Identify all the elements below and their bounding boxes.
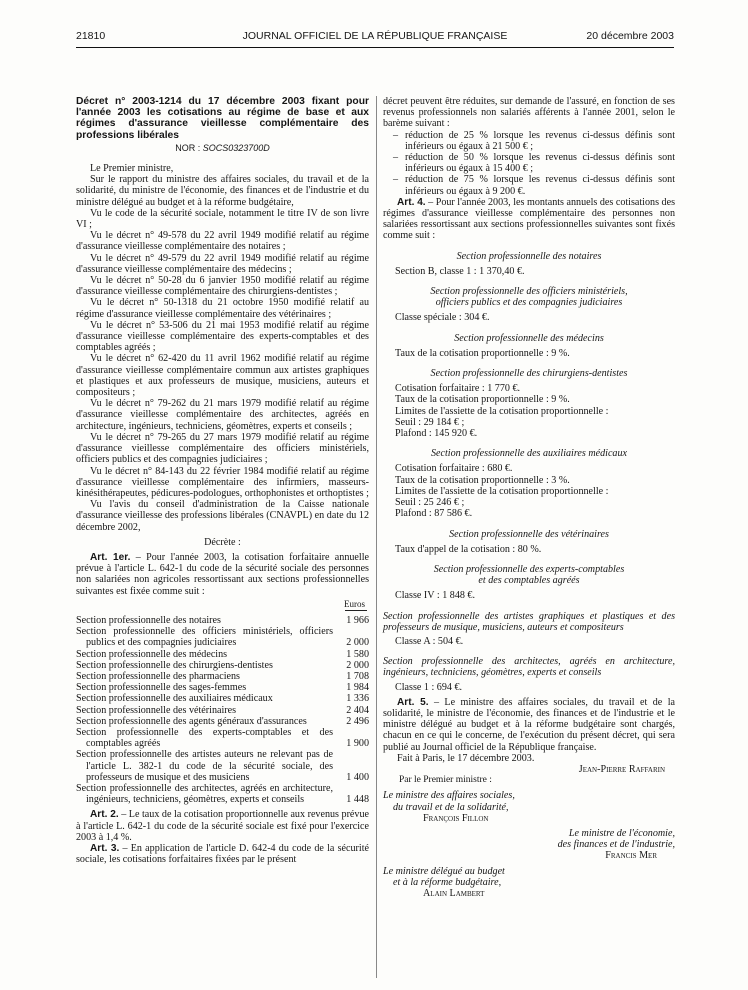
preamble-para: Vu le décret n° 53-506 du 21 mai 1953 modifié relatif au régime d'assurance vieillesse complémentaire des experts-comptables et des comptables agréés ;	[76, 319, 369, 354]
column-divider	[376, 96, 377, 978]
section-heading-experts	[383, 564, 675, 586]
table-row	[76, 626, 369, 648]
minister-social-name: François Fillon	[423, 812, 489, 824]
preamble-para: Vu le décret n° 50-28 du 6 janvier 1950 modifié relatif au régime d'assurance vieillesse complémentaire des chirurgiens-dentistes ;	[76, 275, 369, 298]
table-row-value: 1 400	[346, 771, 369, 783]
list-item: – réduction de 50 % lorsque les revenus ci-dessus définis sont inférieurs ou égaux à 15 400 € ;	[393, 152, 675, 175]
list-item-text: réduction de 75 % lorsque les revenus ci-dessus définis sont inférieurs ou égaux à 9 200 €.	[405, 174, 675, 197]
table-row-value: 2 000	[346, 637, 369, 649]
article-1-text: – Pour l'année 2003, la cotisation forfaitaire annuelle prévue à l'article L. 642-1 du code de la sécurité sociale des personnes non salariées non agricoles ressortissant aux sections professionnelles suivantes est fixée comme suit :	[76, 551, 369, 597]
nor-label: NOR :	[175, 142, 201, 153]
list-item-text: réduction de 50 % lorsque les revenus ci-dessus définis sont inférieurs ou égaux à 15 400 € ;	[405, 152, 675, 175]
article-2	[76, 809, 369, 843]
section-heading-auxiliaires: Section professionnelle des auxiliaires médicaux	[430, 448, 628, 460]
table-row-label: Section professionnelle des notaires	[76, 614, 221, 626]
article-5-label: Art. 5.	[397, 696, 429, 708]
minister-eco-title: des finances et de l'industrie,	[557, 839, 675, 851]
nor-reference	[76, 143, 369, 154]
table-row-label: Section professionnelle des médecins	[76, 648, 228, 660]
minister-budget-name: Alain Lambert	[423, 887, 485, 899]
article-3-continued: décret peuvent être réduites, sur demande de l'assuré, en fonction de ses revenus professionnels non salariés afférents à l'année 2001, selon le barème suivant :	[383, 96, 675, 130]
section-line: Classe spéciale : 304 €.	[395, 312, 490, 324]
table-row-label: Section professionnelle des auxiliaires médicaux	[76, 693, 273, 705]
section-line: Taux de la cotisation proportionnelle : 3 %.	[395, 474, 570, 486]
section-line: Plafond : 145 920 €.	[395, 428, 478, 440]
issue-date: 20 décembre 2003	[586, 30, 674, 42]
article-1-label: Art. 1er.	[90, 551, 131, 563]
section-line: Classe 1 : 694 €.	[395, 681, 463, 693]
minister-budget-title: Le ministre délégué au budget	[383, 865, 505, 877]
section-line: Plafond : 87 586 €.	[395, 508, 473, 520]
minister-social-title: du travail et de la solidarité,	[393, 801, 509, 813]
unit-rule	[345, 610, 367, 611]
section-line: Cotisation forfaitaire : 1 770 €.	[395, 383, 521, 395]
section-heading-officiers	[383, 286, 675, 308]
done-at: Fait à Paris, le 17 décembre 2003.	[397, 752, 535, 764]
page-header	[76, 30, 674, 46]
minister-budget-title: et à la réforme budgétaire,	[393, 876, 502, 888]
preamble-para: Vu le décret n° 49-579 du 22 avril 1949 modifié relatif au régime d'assurance vieillesse complémentaire des médecins ;	[76, 252, 369, 275]
table-row-label: Section professionnelle des experts-comptables et des comptables agréés	[76, 726, 333, 750]
decrete-heading: Décrète :	[204, 536, 241, 548]
table-row-label: Section professionnelle des chirurgiens-dentistes	[76, 659, 273, 671]
table-row	[76, 749, 369, 783]
section-heading-dentistes: Section professionnelle des chirurgiens-dentistes	[430, 368, 628, 380]
table-row-value: 1 966	[346, 614, 369, 626]
preamble-para: Vu le décret n° 49-578 du 22 avril 1949 modifié relatif au régime d'assurance vieillesse complémentaire des notaires ;	[76, 230, 369, 253]
table-row-value: 2 496	[346, 715, 369, 727]
article-3-label: Art. 3.	[90, 843, 120, 854]
section-line: Limites de l'assiette de la cotisation proportionnelle :	[395, 485, 609, 497]
table-row	[76, 682, 369, 693]
article-4-label: Art. 4.	[397, 196, 426, 208]
unit-heading: Euros	[344, 598, 365, 609]
table-row	[76, 649, 369, 660]
decree-title: Décret n° 2003-1214 du 17 décembre 2003 fixant pour l'année 2003 les cotisations au régime de base et aux régimes d'assurance vieillesse complémentaire des professions libérales	[76, 96, 369, 141]
section-line: Taux d'appel de la cotisation : 80 %.	[395, 543, 542, 555]
table-row-label: Section professionnelle des officiers ministériels, officiers publics et des compagnies judiciaires	[76, 626, 333, 649]
nor-code: SOCS0323700D	[202, 142, 270, 153]
table-row-label: Section professionnelle des pharmaciens	[76, 670, 240, 682]
table-row	[76, 615, 369, 626]
header-rule	[76, 47, 674, 48]
section-heading-line: Section professionnelle des experts-comptables	[433, 563, 625, 575]
table-row-value: 1 900	[346, 738, 369, 750]
by-prime-minister: Par le Premier ministre :	[399, 775, 492, 786]
preamble-para: Vu le décret n° 84-143 du 22 février 1984 modifié relatif au régime d'assurance vieillesse complémentaire des infirmiers, masseurs-kinésithérapeutes, pédicures-podologues, orthophonistes et orthoptistes ;	[76, 465, 369, 499]
minister-eco-name: Francis Mer	[605, 850, 657, 862]
table-row-value: 1 448	[346, 794, 369, 806]
section-line: Seuil : 25 246 € ;	[395, 497, 465, 509]
section-heading-veterinaires: Section professionnelle des vétérinaires	[449, 528, 609, 540]
section-line: Taux de la cotisation proportionnelle : 9 %.	[395, 394, 570, 406]
table-row-value: 1 336	[346, 693, 369, 705]
article-3-text: – En application de l'article D. 642-4 du code de la sécurité sociale, les cotisations forfaitaires fixées par le présent	[76, 843, 369, 866]
list-item-text: réduction de 25 % lorsque les revenus ci-dessus définis sont inférieurs ou égaux à 21 500 € ;	[405, 129, 675, 152]
section-line: Classe IV : 1 848 €.	[395, 590, 476, 602]
table-row	[76, 671, 369, 682]
table-row-label: Section professionnelle des architectes, agréés en architecture, ingénieurs, techniciens, géomètres, experts et conseils	[76, 782, 333, 806]
section-line: Cotisation forfaitaire : 680 €.	[395, 463, 513, 475]
table-row	[76, 693, 369, 704]
article-2-label: Art. 2.	[90, 809, 119, 821]
preamble-para: Vu le décret n° 79-262 du 21 mars 1979 modifié relatif au régime d'assurance vieillesse complémentaire des architectes, agréés en architecture, ingénieurs, techniciens, géomètres, experts et conseils ;	[76, 398, 369, 432]
table-row-value: 1 580	[346, 648, 369, 660]
article-5-text: – Le ministre des affaires sociales, du travail et de la solidarité, le ministre de l'économie, des finances et de l'industrie et le ministre délégué au budget et à la réforme budgétaire sont chargés, chacun en ce qui le concerne, de l'exécution du présent décret, qui sera publié au Journal officiel de la République française.	[383, 696, 675, 753]
section-heading-line: Section professionnelle des officiers ministériels,	[430, 286, 628, 298]
table-row	[76, 716, 369, 727]
table-row-label: Section professionnelle des sages-femmes	[76, 682, 247, 694]
section-heading-notaires: Section professionnelle des notaires	[456, 250, 602, 262]
table-row	[76, 727, 369, 749]
preamble-para: Vu le décret n° 50-1318 du 21 octobre 1950 modifié relatif au régime d'assurance vieillesse complémentaire des vétérinaires ;	[76, 297, 369, 320]
section-line: Limites de l'assiette de la cotisation proportionnelle :	[395, 405, 609, 417]
preamble-para: Le Premier ministre,	[90, 163, 174, 175]
preamble-para: Vu le décret n° 79-265 du 27 mars 1979 modifié relatif au régime d'assurance vieillesse complémentaire des officiers ministériels, officiers publics et des compagnies judiciaires ;	[76, 431, 369, 466]
article-5	[383, 697, 675, 753]
section-heading-line: et des comptables agréés	[478, 575, 580, 587]
table-row-value: 1 708	[346, 670, 369, 682]
article-1	[76, 552, 369, 597]
table-row	[76, 783, 369, 805]
article-4-text: – Pour l'année 2003, les montants annuels des cotisations des régimes d'assurance vieillesse complémentaire des personnes non salariées ressortissant aux sections professionnelles suivantes sont fixés comme suit :	[383, 196, 675, 242]
table-row-label: Section professionnelle des vétérinaires	[76, 704, 237, 716]
section-line: Section B, classe 1 : 1 370,40 €.	[395, 265, 525, 277]
article-3	[76, 843, 369, 865]
table-row	[76, 705, 369, 716]
section-line: Classe A : 504 €.	[395, 635, 464, 647]
list-item: – réduction de 75 % lorsque les revenus ci-dessus définis sont inférieurs ou égaux à 9 200 €.	[393, 174, 675, 197]
journal-title: JOURNAL OFFICIEL DE LA RÉPUBLIQUE FRANÇAISE	[242, 30, 508, 42]
contribution-table	[76, 615, 369, 805]
preamble-para: Sur le rapport du ministre des affaires sociales, du travail et de la solidarité, du ministre de l'économie, des finances et de l'industrie et du ministre délégué au budget et à la réforme budgétaire,	[76, 174, 369, 208]
table-row-label: Section professionnelle des artistes auteurs ne relevant pas de l'article L. 382-1 du code de la sécurité sociale, des professeurs de musique et des musiciens	[76, 749, 333, 783]
article-4	[383, 197, 675, 242]
list-item: – réduction de 25 % lorsque les revenus ci-dessus définis sont inférieurs ou égaux à 21 500 € ;	[393, 129, 675, 152]
section-heading-architectes: Section professionnelle des architectes, agréés en architecture, ingénieurs, techniciens, géomètres, experts et conseils	[383, 656, 675, 679]
table-row-label: Section professionnelle des agents généraux d'assurances	[76, 715, 307, 727]
page-number: 21810	[76, 30, 106, 42]
reduction-list	[383, 130, 675, 197]
preamble-para: Vu l'avis du conseil d'administration de la Caisse nationale d'assurance vieillesse des professions libérales (CNAVPL) en date du 12 décembre 2002,	[76, 499, 369, 533]
signatory-name: Jean-Pierre Raffarin	[578, 763, 665, 775]
minister-eco-title: Le ministre de l'économie,	[568, 827, 675, 839]
table-row-value: 1 984	[346, 682, 369, 694]
article-2-text: – Le taux de la cotisation proportionnelle aux revenus prévue à l'article L. 642-1 du code de la sécurité sociale est fixé pour l'exercice 2003 à 1,4 %.	[76, 809, 369, 843]
right-column	[383, 96, 675, 899]
section-line: Seuil : 29 184 € ;	[395, 416, 465, 428]
table-row-value: 2 000	[346, 659, 369, 671]
preamble-para: Vu le décret n° 62-420 du 11 avril 1962 modifié relatif au régime d'assurance vieillesse complémentaire commun aux artistes graphiques et plastiques et aux professeurs de musique, musiciens, auteurs et compositeurs ;	[76, 353, 369, 399]
left-column	[76, 96, 369, 865]
section-line: Taux de la cotisation proportionnelle : 9 %.	[395, 347, 570, 359]
section-heading-medecins: Section professionnelle des médecins	[454, 332, 604, 344]
preamble-para: Vu le code de la sécurité sociale, notamment le titre IV de son livre VI ;	[76, 207, 369, 231]
section-heading-artistes: Section professionnelle des artistes graphiques et plastiques et des professeurs de musique, musiciens, auteurs et compositeurs	[383, 610, 675, 633]
table-row	[76, 660, 369, 671]
section-heading-line: officiers publics et des compagnies judiciaires	[435, 297, 623, 309]
minister-social-title: Le ministre des affaires sociales,	[383, 790, 515, 802]
table-row-value: 2 404	[346, 704, 369, 716]
